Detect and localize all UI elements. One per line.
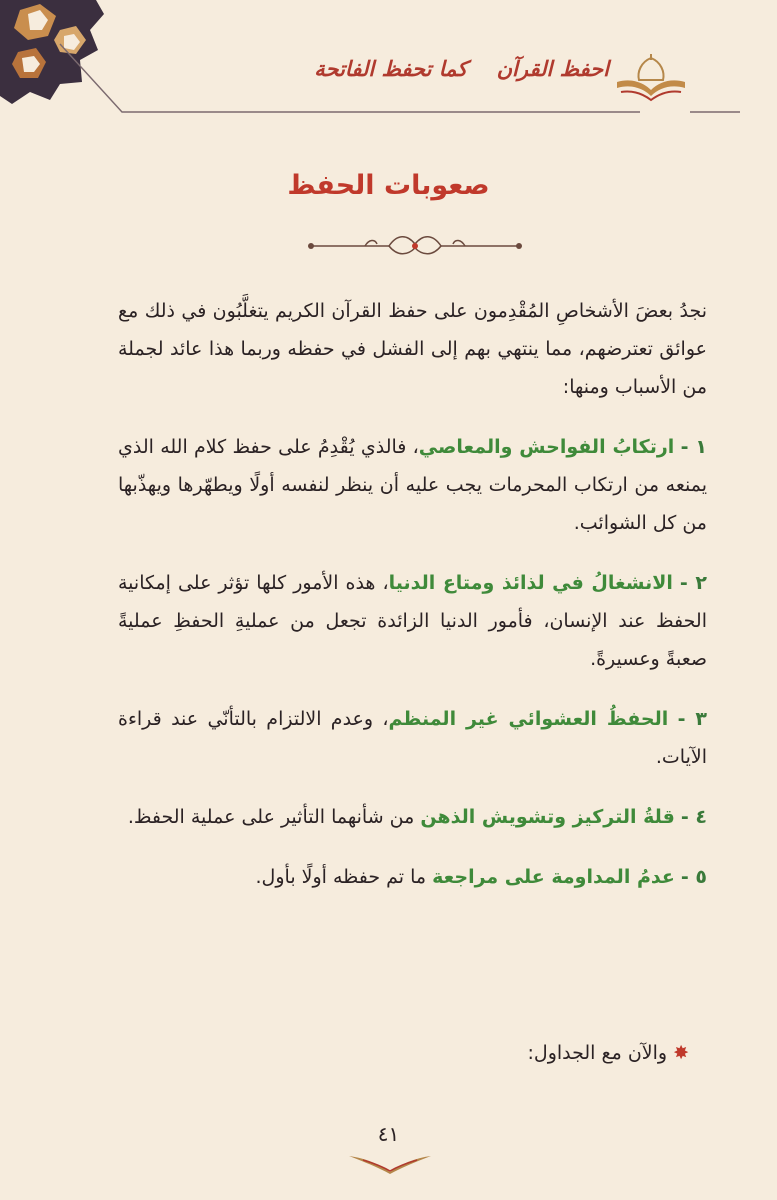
list-item (118, 858, 707, 896)
intro-paragraph: نجدُ بعضَ الأشخاصِ المُقْدِمون على حفظ القرآن الكريم يتغلَّبُون في ذلك مع عوائق تعترضهم، مما ينتهي بهم إلى الفشل في حفظه وربما هذا عائد لجملة من الأسباب ومنها: (118, 300, 707, 398)
item-text: ، وعدم الالتزام بالتأنّي عند قراءة الآيات. (118, 708, 707, 768)
list-item (118, 798, 707, 836)
list-item (118, 428, 707, 542)
header-title-part1: احفظ القرآن (496, 56, 609, 81)
closing-line (528, 1042, 690, 1064)
item-highlight: عدمُ المداومة على مراجعة (432, 866, 675, 888)
open-book-logo-icon (611, 52, 691, 104)
page-number: ٤١ (377, 1122, 400, 1146)
item-number: ٥ - (680, 866, 707, 888)
list-item (118, 564, 707, 678)
item-highlight: الحفظُ العشوائي غير المنظم (388, 708, 669, 730)
item-highlight: ارتكابُ الفواحش والمعاصي (418, 436, 675, 458)
item-number: ٢ - (679, 572, 707, 594)
item-text: ، هذه الأمور كلها تؤثر على إمكانية الحفظ عند الإنسان، فأمور الدنيا الزائدة تجعل من عمليةِ الحفظِ عمليةً صعبةً وعسيرةً. (118, 572, 707, 670)
item-text: من شأنهما التأثير على عملية الحفظ. (127, 806, 421, 828)
header-title-part2: كما تحفظ الفاتحة (314, 56, 468, 81)
body-text (118, 292, 707, 918)
running-header-title (314, 56, 609, 81)
item-text: ، فالذي يُقْدِمُ على حفظ كلام الله الذي يمنعه من ارتكاب المحرمات يجب عليه أن ينظر لنفسه أولًا ويطهّرها ويهذّبها من كل الشوائب. (118, 436, 707, 534)
star-bullet-icon: ✸ (673, 1042, 689, 1064)
closing-text: والآن مع الجداول: (527, 1042, 668, 1064)
page-number-ornament-icon (345, 1150, 435, 1176)
item-number: ٣ - (677, 708, 707, 730)
divider-ornament-icon (305, 230, 525, 260)
chapter-title: صعوبات الحفظ (287, 170, 490, 201)
item-number: ٤ - (680, 806, 707, 828)
item-text: ما تم حفظه أولًا بأول. (255, 866, 433, 888)
list-item (118, 700, 707, 776)
item-highlight: الانشغالُ في لذائذ ومتاع الدنيا (388, 572, 673, 594)
item-number: ١ - (680, 436, 707, 458)
item-highlight: قلةُ التركيز وتشويش الذهن (420, 806, 675, 828)
